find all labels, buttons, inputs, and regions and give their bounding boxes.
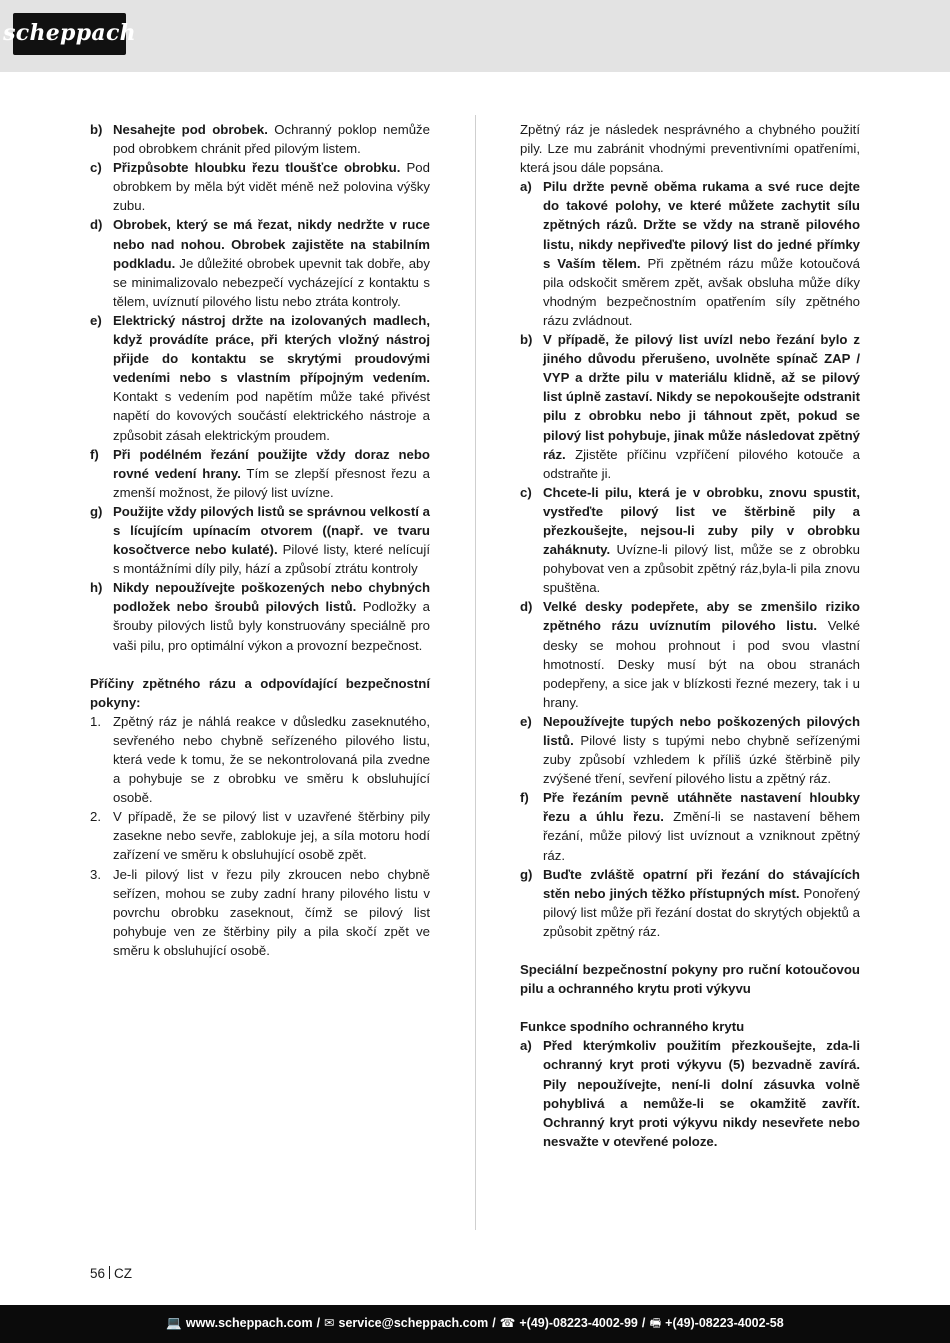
numbered-item [90, 865, 430, 960]
list-item [90, 311, 430, 445]
item-bold-text: Velké desky podepřete, aby se zmenšilo riziko zpětného rázu uvíznutím pilového listu. [543, 599, 860, 634]
item-bold-text: Elektrický nástroj držte na izolovaných madlech, když provádíte práce, při kterých vložný nástroj přijde do kontaktu se skrytými proudovými vedeními nebo s vlastním přípojným vedením. [113, 312, 430, 386]
item-label: a) [520, 1038, 532, 1054]
page-number-value: 56 [90, 1266, 106, 1281]
header-bar [0, 0, 950, 72]
footer-email[interactable]: service@scheppach.com [338, 1316, 489, 1331]
item-text: Pod obrobkem by měla být vidět méně než polovina výšky zubu. [113, 160, 430, 214]
item-bold-text: Nikdy nepoužívejte poškozených nebo chybných podložek nebo šroubů pilových listů. [113, 580, 430, 615]
item-label: e) [90, 312, 102, 328]
item-bold-text: Před kterýmkoliv použitím přezkoušejte, zda-li ochranný kryt proti výkyvu (5) bezvadně zavírá. Pily nepoužívejte, není-li dolní zásuvka volně pohyblivá a nemůže-li se okamžitě zavřít. Ochranný kryt proti výkyvu nikdy nesevřete nebo nesvažte v otevřené poloze. [543, 1038, 860, 1149]
special-safety-heading: Speciální bezpečnostní pokyny pro ruční kotoučovou pilu a ochranného krytu proti výkyvu [520, 962, 860, 997]
item-label: c) [520, 484, 532, 500]
footer-separator: / [641, 1316, 646, 1331]
item-text: Změní-li se nastavení během řezání, může pilový list uvíznout a vzniknout zpětný ráz. [543, 809, 860, 863]
item-number: 1. [90, 713, 101, 729]
item-text: Zpětný ráz je náhlá reakce v důsledku zaseknutého, sevřeného nebo chybně seřízeného pilového listu, která vede k tomu, že se nekontrolovaná pila zvedne a pohybuje se z obrobku ve směru k obsluhující osobě. [113, 713, 430, 806]
list-item [520, 788, 860, 864]
footer-bar [0, 1305, 950, 1343]
item-label: d) [520, 599, 533, 615]
footer-separator: / [492, 1316, 496, 1331]
item-bold-text: Při podélném řezání použijte vždy doraz nebo rovné vedení hrany. [113, 446, 430, 481]
item-label: e) [520, 713, 532, 729]
item-bold-text: Pře řezáním pevně utáhněte nastavení hloubky řezu a úhlu řezu. [543, 790, 860, 825]
item-text: Ponořený pilový list může při řezání dostat do skrytých objektů a způsobit zpětný ráz. [543, 885, 860, 939]
item-label: g) [90, 503, 103, 519]
item-label: f) [90, 446, 99, 462]
kickback-intro: Zpětný ráz je následek nesprávného a chybného použití pily. Lze mu zabránit vhodnými preventivními opatřeními, která jsou dále popsána. [520, 122, 860, 176]
list-item [90, 445, 430, 502]
numbered-item [90, 807, 430, 864]
list-item [520, 597, 860, 712]
item-text: Pilové listy, které nelícují s montážními díly pily, hází a způsobí ztrátu kontroly [113, 542, 430, 577]
right-column [520, 120, 860, 1151]
footer-website[interactable]: www.scheppach.com [185, 1316, 313, 1331]
item-text: Zjistěte příčinu vzpříčení pilového kotouče a odstraňte ji. [543, 446, 860, 481]
left-column [90, 120, 430, 960]
page-number [90, 1264, 132, 1283]
kickback-heading: Příčiny zpětného rázu a odpovídající bezpečnostní pokyny: [90, 675, 430, 710]
computer-icon: 💻 [166, 1316, 182, 1331]
item-label: f) [520, 790, 529, 806]
item-bold-text: V případě, že pilový list uvízl nebo řezání bylo z jiného důvodu přerušeno, uvolněte spínač ZAP / VYP a držte pilu v materiálu klidně, až se pilový list úplně zastaví. Nikdy se nepokoušejte odstranit pilu z obrobku nebo ji táhnout zpět, pokud se pilový list pohybuje, jinak může následovat zpětný ráz. [543, 332, 860, 462]
list-item [90, 502, 430, 578]
list-item [520, 1036, 860, 1151]
item-bold-text: Nepoužívejte tupých nebo poškozených pilových listů. [543, 713, 860, 748]
footer-fax: +(49)-08223-4002-58 [665, 1316, 784, 1331]
phone-icon: ☎ [499, 1316, 516, 1331]
item-text: Podložky a šrouby pilových listů byly konstruovány speciálně pro vaši pilu, pro optimální výkon a provozní bezpečnost. [113, 599, 430, 653]
function-heading: Funkce spodního ochranného krytu [520, 1019, 745, 1035]
page-language: CZ [114, 1266, 133, 1281]
list-item [90, 215, 430, 310]
item-text: Velké desky se mohou prohnout i pod svou vlastní hmotností. Desky musí být na obou stranách podepřeny, a sice jak v blízkosti řezné mezery, tak i u hrany. [543, 618, 860, 710]
item-bold-text: Buďte zvláště opatrní při řezání do stávajících stěn nebo jiných těžko přístupných míst. [543, 866, 860, 901]
fax-icon: 🖷 [649, 1316, 662, 1331]
item-bold-text: Použijte vždy pilových listů se správnou velkostí a s lícujícím upínacím otvorem ((např. ve tvaru kosočtverce nebo kulaté). [113, 503, 430, 558]
list-item [90, 120, 430, 158]
item-label: d) [90, 217, 103, 233]
item-bold-text: Přizpůsobte hloubku řezu tloušťce obrobku. [113, 160, 401, 176]
item-text: Uvízne-li pilový list, může se z obrobku pohybovat ven a způsobit zpětný ráz,byla-li pila znovu spuštěna. [543, 542, 860, 596]
item-text: V případě, že se pilový list v uzavřené štěrbiny pily zasekne nebo sevře, zablokuje jej, a síla motoru hodí zařízení ve směru k obsluhující osobě zpět. [113, 809, 430, 863]
list-item [520, 177, 860, 330]
scheppach-logo: scheppach [13, 13, 126, 55]
item-text: Je důležité obrobek upevnit tak dobře, aby se minimalizovalo nebezpečí vycházející z kontaktu s tělem, uvíznutí pilového listu nebo ztráta kontroly. [113, 255, 430, 309]
list-item [520, 865, 860, 941]
item-bold-text: Pilu držte pevně oběma rukama a své ruce dejte do takové polohy, ve které můžete zachytit sílu zpětných rázů. Držte se vždy na straně pilového listu, nikdy nepřiveďte pilový list do jedné přímky s Vaším tělem. [543, 179, 860, 271]
item-text: Ochranný poklop nemůže pod obrobkem chránit před pilovým listem. [113, 122, 430, 157]
list-item [520, 712, 860, 788]
item-label: h) [90, 580, 103, 596]
footer-separator: / [316, 1316, 321, 1331]
item-label: g) [520, 866, 533, 882]
item-text: Kontakt s vedením pod napětím může také přivést napětí do kovových součástí elektrického nástroje a způsobit zásah elektrickým proudem. [113, 389, 430, 443]
page-separator [109, 1266, 110, 1279]
item-label: c) [90, 160, 102, 176]
item-bold-text: Obrobek, který se má řezat, nikdy nedržte v ruce nebo nad nohou. Obrobek zajistěte na stabilním podkladu. [113, 217, 430, 271]
list-item [520, 330, 860, 483]
list-item [520, 483, 860, 598]
item-label: b) [520, 332, 533, 348]
item-text: Tím se zlepší přesnost řezu a zmenší možnost, že pilový list uvízne. [113, 465, 430, 500]
mail-icon: ✉ [324, 1316, 335, 1331]
item-text: Při zpětném rázu může kotoučová pila odskočit směrem zpět, avšak obsluha může díky vhodným bezpečnostním opatřením síly zpětného rázu zvládnout. [543, 255, 860, 328]
item-text: Je-li pilový list v řezu pily zkroucen nebo chybně seřízen, mohou se zuby zadní hrany pilového listu v povrchu obrobku zaseknout, čímž se pilový list pohybuje ven ze štěrbiny pily a pila skočí zpět ve směru k obsluhující osobě. [113, 866, 430, 958]
item-bold-text: Nesahejte pod obrobek. [113, 122, 268, 137]
list-item [90, 578, 430, 654]
item-label: b) [90, 122, 103, 137]
item-label: a) [520, 179, 532, 195]
item-number: 2. [90, 809, 101, 825]
item-text: Pilové listy s tupými nebo chybně seřízenými zuby způsobí vzhledem k příliš úzké štěrbině pily zvýšené tření, sevření pilového listu a zpětný ráz. [543, 733, 860, 787]
column-divider [475, 115, 476, 1230]
numbered-item [90, 712, 430, 807]
list-item [90, 158, 430, 215]
item-number: 3. [90, 866, 101, 882]
item-bold-text: Chcete-li pilu, která je v obrobku, znovu spustit, vystřeďte pilový list ve štěrbině pily a přezkoušejte, nejsou-li zuby pily v obrobku zaháknuty. [543, 484, 860, 558]
footer-phone: +(49)-08223-4002-99 [519, 1316, 638, 1331]
